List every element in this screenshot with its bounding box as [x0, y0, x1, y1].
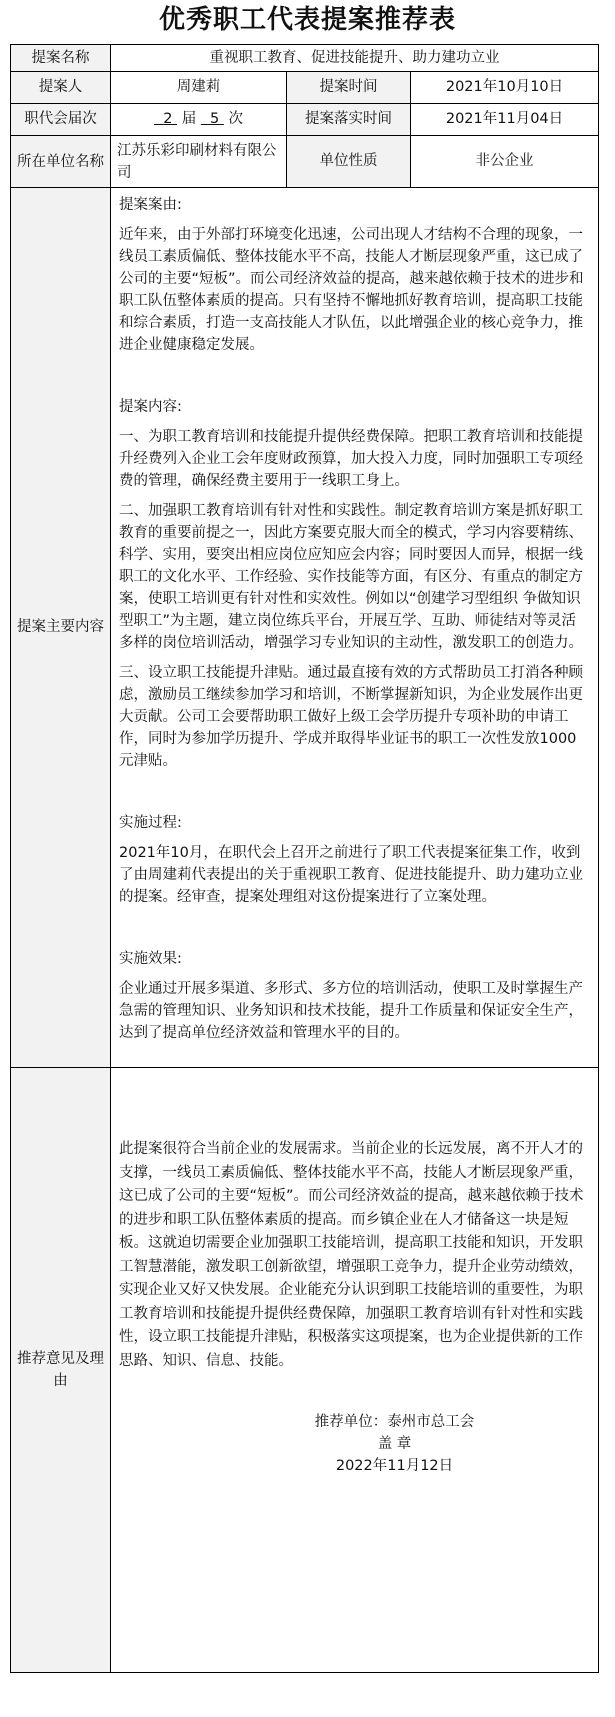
session-number [201, 111, 224, 127]
reason-text: 近年来，由于外部打环境变化迅速，公司出现人才结构不合理的现象，一线员工素质偏低、整体技能水平不高，技能人才断层现象严重，这已成了公司的主要“短板”。而公司经济效益的提高，越来越依赖于技术的进步和职工队伍整体素质的提高。只有坚持不懈地抓好教育培训，提高职工技能和综合素质，打造一支高技能人才队伍，以此增强企业的核心竞争力，推进企业健康稳定发展。 [119, 227, 584, 353]
recommendation-signature [119, 1411, 590, 1477]
implement-time-label: 提案落实时间 [287, 104, 411, 136]
row-recommendation [11, 1068, 599, 1673]
main-content-label: 提案主要内容 [11, 188, 111, 1068]
recommendation-text: 此提案很符合当前企业的发展需求。当前企业的长远发展，离不开人才的支撑，一线员工素质偏低、整体技能水平不高，技能人才断层现象严重，这已成了公司的主要“短板”。而公司经济效益的提高，越来越依赖于技术的进步和职工队伍整体素质的提高。而乡镇企业在人才储备这一块是短板。这就迫切需要企业加强职工技能培训，提高职工技能和知识，开发职工智慧潜能，激发职工创新欲望，增强职工竞争力，提升企业劳动绩效，实现企业又好又快发展。企业能充分认识到职工技能培训的重要性，为职工教育培训和技能提升提供经费保障，加强职工教育培训有针对性和实践性，设立职工技能提升津贴，积极落实这项提案，也为企业提供新的工作思路、知识、信息、技能。 [119, 1141, 584, 1369]
row-proposer [11, 72, 599, 104]
session-label: 职代会届次 [11, 104, 111, 136]
process-heading: 实施过程: [119, 815, 182, 831]
row-main-content [11, 188, 599, 1068]
recommendation-label: 推荐意见及理由 [11, 1068, 111, 1673]
session-value [111, 104, 287, 136]
proposer-label: 提案人 [11, 72, 111, 104]
content-item-2: 二、加强职工教育培训有针对性和实践性。制定教育培训方案是抓好职工教育的重要前提之一，因此方案要克服大而全的模式，学习内容要精练、科学、实用，要突出相应岗位应知应会内容；同时要因人而异，根据一线职工的文化水平、工作经验、实作技能等方面，有区分、有重点的制定方案，使职工培训更有针对性和实效性。例如以“创建学习型组织 争做知识型职工”为主题，建立岗位练兵平台，开展互学、互助、师徒结对等灵活多样的岗位培训活动，增强学习专业知识的主动性，激发职工的创造力。 [119, 503, 583, 651]
proposal-name-label: 提案名称 [11, 45, 111, 72]
session-term-unit: 届 [181, 111, 197, 127]
proposal-time-label: 提案时间 [287, 72, 411, 104]
proposal-time-value: 2021年10月10日 [411, 72, 599, 104]
implement-time-value: 2021年11月04日 [411, 104, 599, 136]
seal-text: 盖 章 [377, 1436, 412, 1452]
recommendation-cell [111, 1068, 599, 1673]
process-text: 2021年10月，在职代会上召开之前进行了职工代表提案征集工作，收到了由周建莉代表提出的关于重视职工教育、促进技能提升、助力建功立业的提案。经审查，提案处理组对这份提案进行了立案处理。 [119, 845, 583, 905]
reason-heading: 提案案由: [119, 197, 182, 213]
session-term [154, 111, 177, 127]
unit-type-label: 单位性质 [287, 136, 411, 188]
row-proposal-name [11, 45, 599, 72]
row-session [11, 104, 599, 136]
proposer-value: 周建莉 [111, 72, 287, 104]
row-unit [11, 136, 599, 188]
content-item-3: 三、设立职工技能提升津贴。通过最直接有效的方式帮助员工打消各种顾虑，激励员工继续参加学习和培训，不断掌握新知识，为企业发展作出更大贡献。公司工会要帮助职工做好上级工会学历提升专项补助的申请工作，同时为参加学历提升、学成并取得毕业证书的职工一次性发放1000元津贴。 [119, 665, 583, 769]
effect-heading: 实施效果: [119, 951, 182, 967]
session-number-unit: 次 [228, 111, 243, 127]
session-number-value: 5 [210, 111, 220, 127]
recommendation-date: 2022年11月12日 [335, 1458, 454, 1474]
main-content-cell [111, 188, 599, 1068]
unit-value: 江苏乐彩印刷材料有限公司 [111, 136, 287, 188]
session-term-number: 2 [163, 111, 173, 127]
unit-type-value: 非公企业 [411, 136, 599, 188]
proposal-table [10, 44, 599, 1673]
content-item-1: 一、为职工教育培训和技能提升提供经费保障。把职工教育培训和技能提升经费列入企业工会年度财政预算，加大投入力度，同时加强职工专项经费的管理，确保经费主要用于一线职工身上。 [119, 429, 583, 489]
effect-text: 企业通过开展多渠道、多形式、多方位的培训活动，使职工及时掌握生产急需的管理知识、业务知识和技术技能，提升工作质量和保证安全生产，达到了提高单位经济效益和管理水平的目的。 [119, 981, 583, 1041]
content-heading: 提案内容: [119, 399, 182, 415]
recommending-unit: 推荐单位：泰州市总工会 [314, 1414, 475, 1430]
proposal-name-value: 重视职工教育、促进技能提升、助力建功立业 [111, 45, 599, 72]
unit-label: 所在单位名称 [11, 136, 111, 188]
page-title: 优秀职工代表提案推荐表 [158, 5, 456, 35]
